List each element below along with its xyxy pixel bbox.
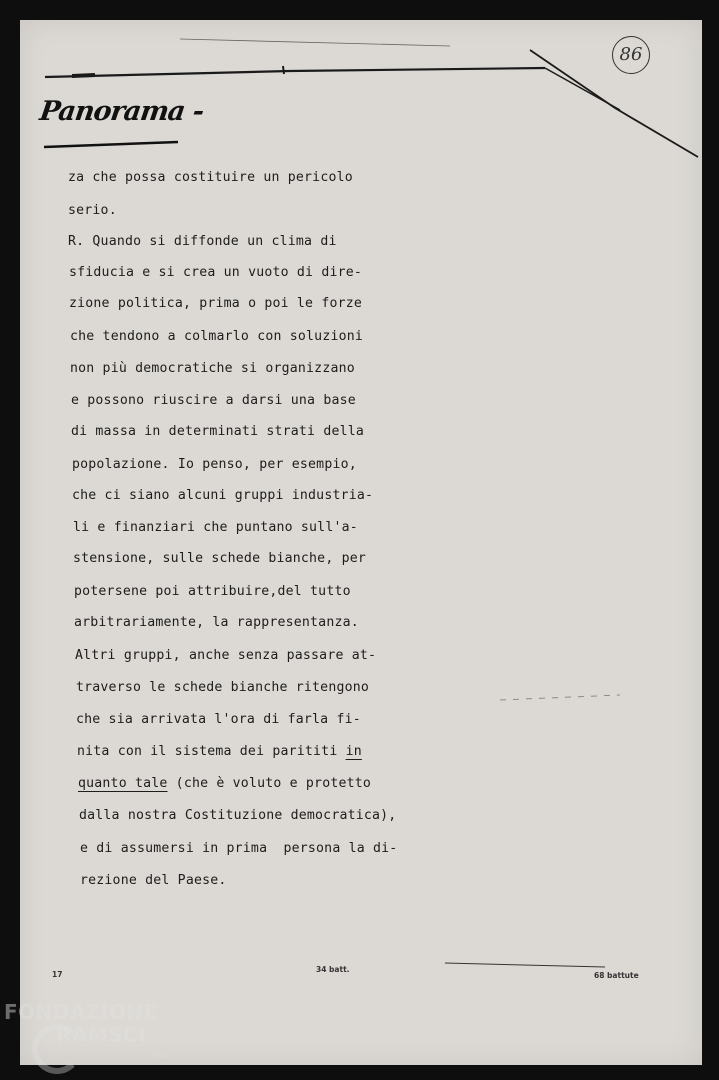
- text-line: arbitrariamente, la rappresentanza.: [74, 615, 359, 630]
- underlined-text: in: [345, 744, 362, 759]
- text-line: traverso le schede bianche ritengono: [76, 680, 370, 695]
- fondazione-gramsci-watermark: [4, 1000, 171, 1061]
- text-line: Altri gruppi, anche senza passare at-: [75, 648, 377, 663]
- watermark-line3: onlus: [146, 1051, 171, 1061]
- text-line: rezione del Paese.: [80, 873, 227, 888]
- text-line: che ci siano alcuni gruppi industria-: [72, 488, 374, 503]
- footer-center-label: 34 batt.: [316, 965, 350, 974]
- text-segment: nita con il sistema dei parititi: [77, 744, 346, 759]
- text-line: zione politica, prima o poi le forze: [69, 296, 363, 311]
- text-line: non più democratiche si organizzano: [70, 361, 355, 376]
- text-segment: (che è voluto e protetto: [167, 776, 372, 791]
- text-line: za che possa costituire un pericolo: [68, 170, 353, 185]
- text-line: potersene poi attribuire,del tutto: [74, 584, 351, 599]
- text-line: che tendono a colmarlo con soluzioni: [70, 329, 364, 344]
- text-line: sfiducia e si crea un vuoto di dire-: [69, 265, 363, 280]
- page-number-circle: 86: [612, 36, 650, 74]
- text-line: li e finanziari che puntano sull'a-: [73, 520, 358, 535]
- underlined-text: quanto tale: [78, 776, 168, 791]
- text-line: [77, 744, 362, 759]
- text-line: R. Quando si diffonde un clima di: [68, 234, 337, 249]
- text-line: che sia arrivata l'ora di farla fi-: [76, 712, 361, 727]
- text-line: popolazione. Io penso, per esempio,: [72, 457, 357, 472]
- footer-left-number: 17: [52, 970, 63, 979]
- watermark-line1: FONDAZIONE: [4, 1000, 158, 1024]
- text-line: [78, 776, 371, 791]
- text-line: e di assumersi in prima persona la di-: [80, 841, 398, 856]
- text-line: serio.: [68, 203, 117, 218]
- g-logo-icon: [32, 1024, 82, 1074]
- text-line: dalla nostra Costituzione democratica),: [79, 808, 397, 823]
- text-line: e possono riuscire a darsi una base: [71, 393, 356, 408]
- handwritten-heading: Panorama -: [37, 96, 206, 127]
- footer-right-label: 68 battute: [594, 971, 639, 980]
- text-line: di massa in determinati strati della: [71, 424, 365, 439]
- text-line: stensione, sulle schede bianche, per: [73, 551, 367, 566]
- watermark-line2: RAMSCI: [56, 1023, 147, 1047]
